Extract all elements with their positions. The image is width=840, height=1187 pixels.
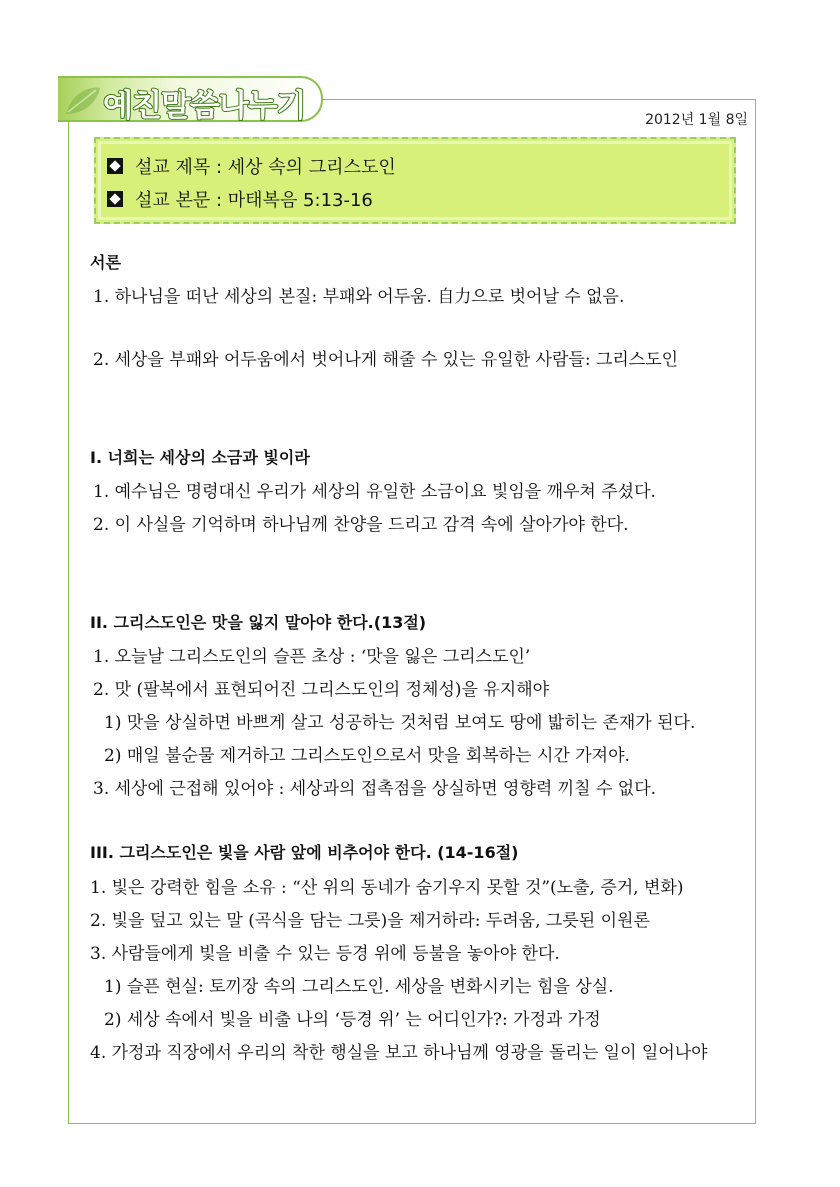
section1-item-1: 1. 예수님은 명령대신 우리가 세상의 유일한 소금이요 빛임을 깨우쳐 주셨다.: [93, 482, 656, 502]
header-rule: [322, 99, 756, 100]
section3-subitem-1: 1) 슬픈 현실: 토끼장 속의 그리스도인. 세상을 변화시키는 힘을 상실.: [104, 977, 614, 997]
section3-item-2: 2. 빛을 덮고 있는 말 (곡식을 담는 그릇)을 제거하라: 두려움, 그릇된 이원론: [90, 911, 650, 931]
section2-item-2: 2. 맛 (팔복에서 표현되어진 그리스도인의 정체성)을 유지해야: [93, 680, 550, 700]
section1-item-2: 2. 이 사실을 기억하며 하나님께 찬양을 드리고 감격 속에 살아가야 한다.: [93, 515, 629, 535]
diamond-bullet-icon: [107, 158, 123, 174]
section2-item-1: 1. 오늘날 그리스도인의 슬픈 초상 : ‘맛을 잃은 그리스도인’: [93, 647, 531, 667]
leaf-icon: [62, 84, 104, 118]
section2-subitem-2: 2) 매일 불순물 제거하고 그리스도인으로서 맛을 회복하는 시간 가져야.: [104, 746, 630, 766]
diamond-bullet-icon: [107, 191, 123, 207]
page-title: 예친말씀나누기: [103, 88, 306, 124]
sermon-text-row: [107, 186, 373, 212]
section3-subitem-2: 2) 세상 속에서 빛을 비출 나의 ‘등경 위’ 는 어디인가?: 가정과 가정: [104, 1010, 601, 1030]
section3-item-3: 3. 사람들에게 빛을 비출 수 있는 등경 위에 등불을 놓아야 한다.: [90, 944, 560, 964]
section1-heading: I. 너희는 세상의 소금과 빛이라: [90, 448, 310, 467]
sermon-title-row: [107, 153, 396, 179]
intro-heading: 서론: [90, 253, 121, 272]
section2-heading: II. 그리스도인은 맛을 잃지 말아야 한다.(13절): [90, 613, 427, 632]
date-label: 2012년 1월 8일: [645, 112, 748, 128]
sermon-text: 설교 본문 : 마태복음 5:13-16: [135, 190, 373, 211]
sermon-title: 설교 제목 : 세상 속의 그리스도인: [135, 157, 396, 178]
intro-item-1: 1. 하나님을 떠난 세상의 본질: 부패와 어두움. 自力으로 벗어날 수 없음.: [93, 287, 625, 307]
section2-item-3: 3. 세상에 근접해 있어야 : 세상과의 접촉점을 상실하면 영향력 끼칠 수 없다.: [93, 779, 657, 799]
intro-item-2: 2. 세상을 부패와 어두움에서 벗어나게 해줄 수 있는 유일한 사람들: 그리스도인: [93, 350, 679, 370]
section3-heading: III. 그리스도인은 빛을 사람 앞에 비추어야 한다. (14-16절): [90, 843, 519, 862]
section3-item-4: 4. 가정과 직장에서 우리의 착한 행실을 보고 하나님께 영광을 돌리는 일이 일어나야: [90, 1043, 708, 1063]
section3-item-1: 1. 빛은 강력한 힘을 소유 : “산 위의 동네가 숨기우지 못할 것”(노출, 증거, 변화): [90, 878, 684, 898]
section2-subitem-1: 1) 맛을 상실하면 바쁘게 살고 성공하는 것처럼 보여도 땅에 밟히는 존재가 된다.: [104, 713, 696, 733]
